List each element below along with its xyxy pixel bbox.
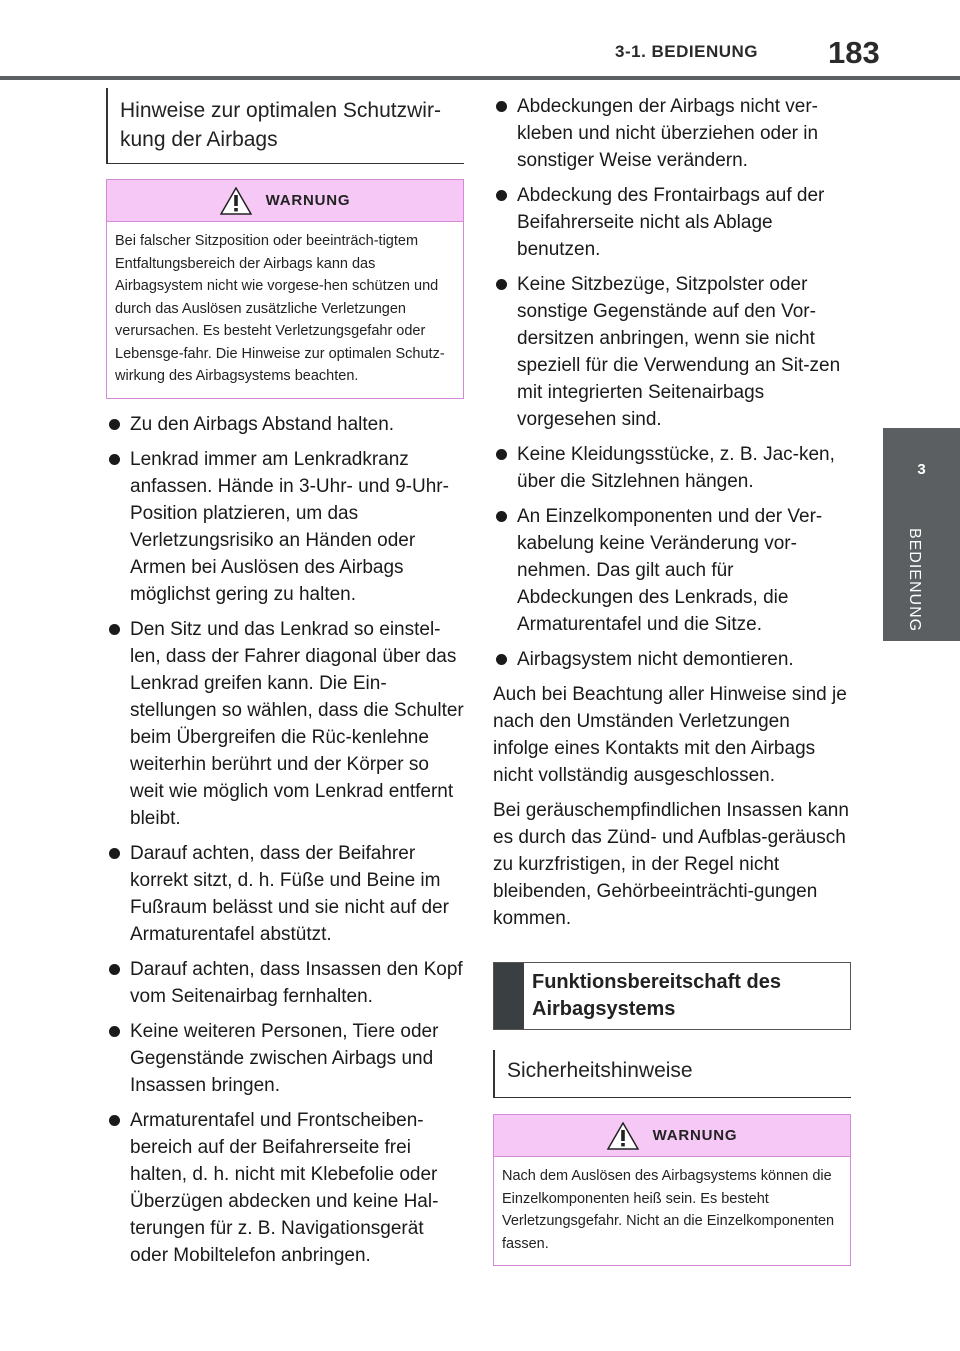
main-heading-text: Funktionsbereitschaft des Airbagsystems — [532, 971, 781, 1020]
warning-box-hot-components — [493, 1114, 851, 1266]
chapter-label: BEDIENUNG — [906, 527, 923, 633]
warning-title: WARNUNG — [652, 1127, 738, 1144]
left-column — [106, 88, 464, 1277]
main-heading-readiness — [493, 962, 851, 1030]
warning-triangle-icon — [220, 187, 252, 215]
header-rule — [0, 76, 960, 80]
list-item: Lenkrad immer am Lenkradkranz anfassen. Hände in 3-Uhr- und 9-Uhr-Position platzieren, um das Verletzungsrisiko an Händen oder Armen bei Auslösen des Airbags möglichst gering zu halten. — [106, 446, 464, 608]
warning-box-seating — [106, 179, 464, 399]
section-title: 3-1. BEDIENUNG — [615, 42, 759, 61]
heading-bar — [494, 963, 524, 1029]
sub-heading-protection: Hinweise zur optimalen Schutzwir-kung der Airbags — [106, 88, 464, 164]
list-item: Keine Sitzbezüge, Sitzpolster oder sonstige Gegenstände auf den Vor-dersitzen anbringen, wenn sie nicht speziell für die Verwendung an Sit-zen mit integrierten Seitenairbags vorgesehen sind. — [493, 271, 851, 433]
chapter-number: 3 — [917, 460, 926, 478]
list-item: Keine Kleidungsstücke, z. B. Jac-ken, über die Sitzlehnen hängen. — [493, 441, 851, 495]
list-item: Keine weiteren Personen, Tiere oder Gegenstände zwischen Airbags und Insassen bringen. — [106, 1018, 464, 1099]
warning-text: Bei falscher Sitzposition oder beeinträch-tigtem Entfaltungsbereich der Airbags kann das Airbagsystem nicht wie vorgese-hen schützen und durch das Auslösen zusätzliche Verletzungen verursachen. Es besteht Verletzungsgefahr oder Lebensge-fahr. Die Hinweise zur optimalen Schutz-wirkung des Airbagsystems beachten. — [115, 233, 445, 384]
right-column — [493, 88, 851, 1266]
bullet-list-right — [493, 93, 851, 673]
list-item: Darauf achten, dass Insassen den Kopf vom Seitenairbag fernhalten. — [106, 956, 464, 1010]
warning-triangle-icon — [607, 1122, 639, 1150]
list-item: An Einzelkomponenten und der Ver-kabelung keine Veränderung vor-nehmen. Das gilt auch für Abdeckungen des Lenkrads, die Armaturentafel und die Sitze. — [493, 503, 851, 638]
bullet-list-left — [106, 411, 464, 1269]
list-item: Abdeckungen der Airbags nicht ver-kleben und nicht überziehen oder in sonstiger Weise verändern. — [493, 93, 851, 174]
list-item: Armaturentafel und Frontscheiben-bereich auf der Beifahrerseite frei halten, d. h. nicht mit Klebefolie oder Überzügen abdecken und keine Hal-terungen für z. B. Navigationsgerät oder Mobiltelefon anbringen. — [106, 1107, 464, 1269]
paragraph-noise: Bei geräuschempfindlichen Insassen kann es durch das Zünd- und Aufblas-geräusch zu kurzfristigen, in der Regel nicht bleibenden, Gehörbeeinträchti-gungen kommen. — [493, 800, 849, 929]
sub-heading-safety: Sicherheitshinweise — [493, 1050, 851, 1098]
warning-header — [107, 180, 463, 222]
list-item: Zu den Airbags Abstand halten. — [106, 411, 464, 438]
warning-header — [494, 1115, 850, 1157]
list-item: Airbagsystem nicht demontieren. — [493, 646, 851, 673]
list-item: Abdeckung des Frontairbags auf der Beifahrerseite nicht als Ablage benutzen. — [493, 182, 851, 263]
page-number: 183 — [828, 35, 880, 70]
warning-text: Nach dem Auslösen des Airbagsystems können die Einzelkomponenten heiß sein. Es besteht Verletzungsgefahr. Nicht an die Einzelkomponenten fassen. — [502, 1168, 835, 1252]
warning-title: WARNUNG — [265, 192, 351, 209]
chapter-tab — [883, 428, 960, 510]
paragraph-contact-risk: Auch bei Beachtung aller Hinweise sind je nach den Umständen Verletzungen infolge eines Kontakts mit den Airbags nicht vollständig ausgeschlossen. — [493, 684, 847, 786]
chapter-label-wrap — [899, 520, 929, 640]
list-item: Darauf achten, dass der Beifahrer korrekt sitzt, d. h. Füße und Beine im Fußraum belässt und sie nicht auf der Armaturentafel abstützt. — [106, 840, 464, 948]
list-item: Den Sitz und das Lenkrad so einstel-len, dass der Fahrer diagonal über das Lenkrad greifen kann. Die Ein-stellungen so wählen, dass die Schulter beim Übergreifen die Rüc-kenlehne weiterhin berührt und der Körper so weit wie möglich vom Lenkrad entfernt bleibt. — [106, 616, 464, 832]
